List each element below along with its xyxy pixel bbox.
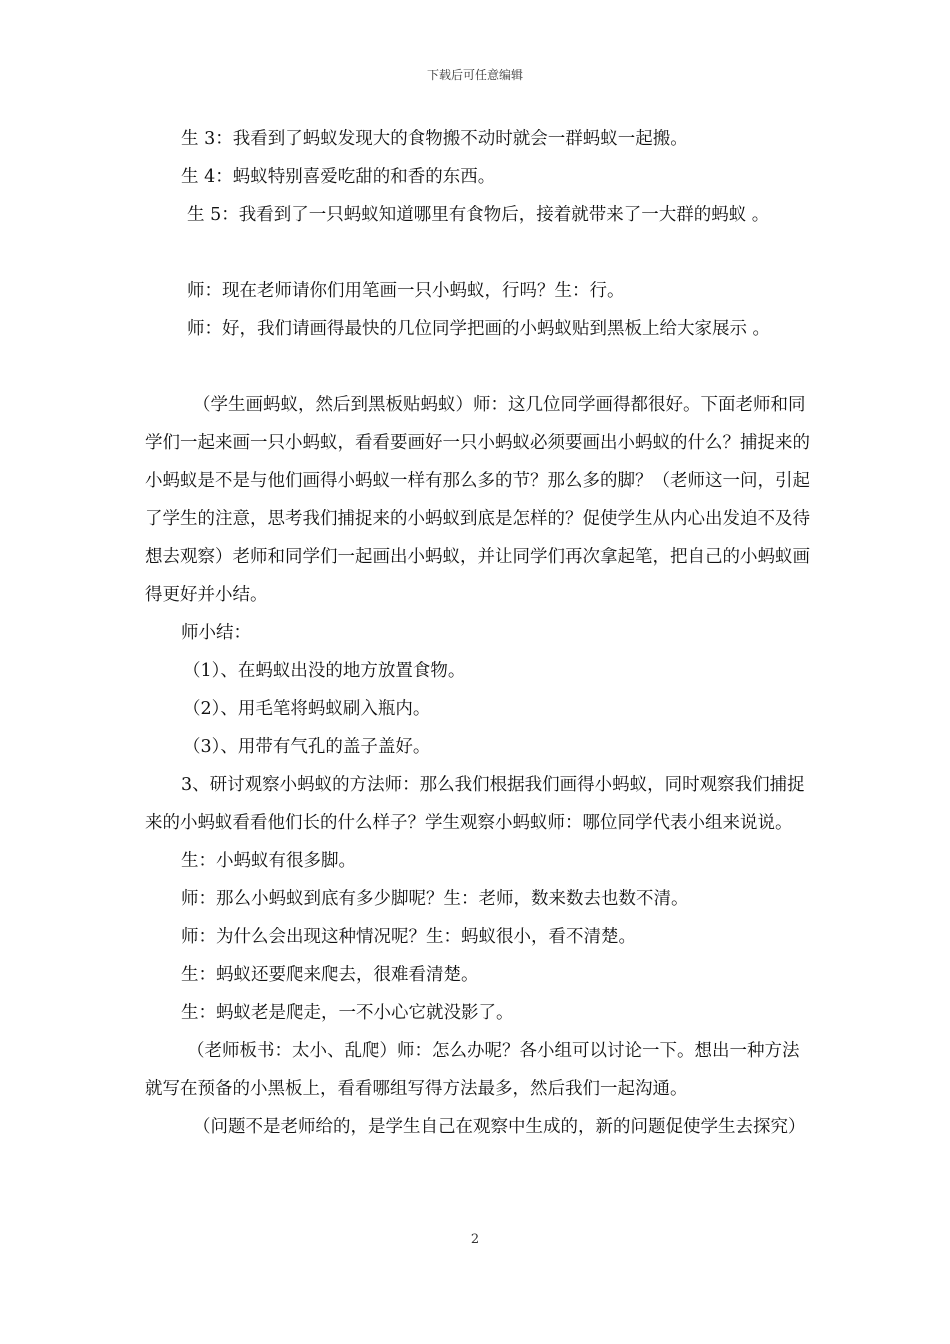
paragraph-student-5: 生 5：我看到了一只蚂蚁知道哪里有食物后，接着就带来了一大群的蚂蚁 。: [187, 205, 770, 225]
paragraph-board-writing: （老师板书：太小、乱爬）师：怎么办呢？各小组可以讨论一下。想出一种方法就写在预备的小黑板上，看看哪组写得方法最多，然后我们一起沟通。: [145, 1041, 800, 1099]
paragraph-observation-method: 3、研讨观察小蚂蚁的方法师：那么我们根据我们画得小蚂蚁，同时观察我们捕捉来的小蚂蚁看看他们长的什么样子？学生观察小蚂蚁师：哪位同学代表小组来说说。: [145, 775, 805, 833]
paragraph-drawing-discussion: （学生画蚂蚁，然后到黑板贴蚂蚁）师：这几位同学画得都很好。下面老师和同学们一起来画一只小蚂蚁，看看要画好一只小蚂蚁必须要画出小蚂蚁的什么？捕捉来的小蚂蚁是不是与他们画得小蚂蚁一样有那么多的节？那么多的脚？（老师这一问，引起了学生的注意，思考我们捕捉来的小蚂蚁到底是怎样的？促使学生从内心出发迫不及待想去观察）老师和同学们一起画出小蚂蚁，并让同学们再次拿起笔，把自己的小蚂蚁画得更好并小结。: [145, 395, 810, 605]
paragraph-gap: [145, 234, 810, 272]
paragraph-gap: [145, 348, 810, 386]
summary-item-2: （2）、用毛笔将蚂蚁刷入瓶内。: [183, 699, 431, 719]
paragraph-teacher-draw: 师：现在老师请你们用笔画一只小蚂蚁，行吗？生：行。: [187, 281, 625, 301]
paragraph-teacher-why: 师：为什么会出现这种情况呢？生：蚂蚁很小，看不清楚。: [181, 927, 636, 947]
summary-item-3: （3）、用带有气孔的盖子盖好。: [183, 737, 431, 757]
page-header: 下载后可任意编辑: [426, 68, 523, 82]
paragraph-teacher-how-many-legs: 师：那么小蚂蚁到底有多少脚呢？生：老师，数来数去也数不清。: [181, 889, 689, 909]
document-body: [145, 120, 810, 1146]
summary-item-1: （1）、在蚂蚁出没的地方放置食物。: [183, 661, 466, 681]
paragraph-student-gone: 生：蚂蚁老是爬走，一不小心它就没影了。: [181, 1003, 514, 1023]
paragraph-student-crawling: 生：蚂蚁还要爬来爬去，很难看清楚。: [181, 965, 479, 985]
paragraph-inquiry-note: （问题不是老师给的，是学生自己在观察中生成的，新的问题促使学生去探究）: [193, 1117, 806, 1137]
paragraph-student-3: 生 3：我看到了蚂蚁发现大的食物搬不动时就会一群蚂蚁一起搬。: [181, 129, 688, 149]
paragraph-teacher-display: 师：好，我们请画得最快的几位同学把画的小蚂蚁贴到黑板上给大家展示 。: [187, 319, 771, 339]
paragraph-teacher-summary-title: 师小结：: [181, 623, 251, 643]
page-number: 2: [470, 1232, 480, 1247]
paragraph-student-4: 生 4：蚂蚁特别喜爱吃甜的和香的东西。: [181, 167, 496, 187]
paragraph-student-many-legs: 生：小蚂蚁有很多脚。: [181, 851, 356, 871]
